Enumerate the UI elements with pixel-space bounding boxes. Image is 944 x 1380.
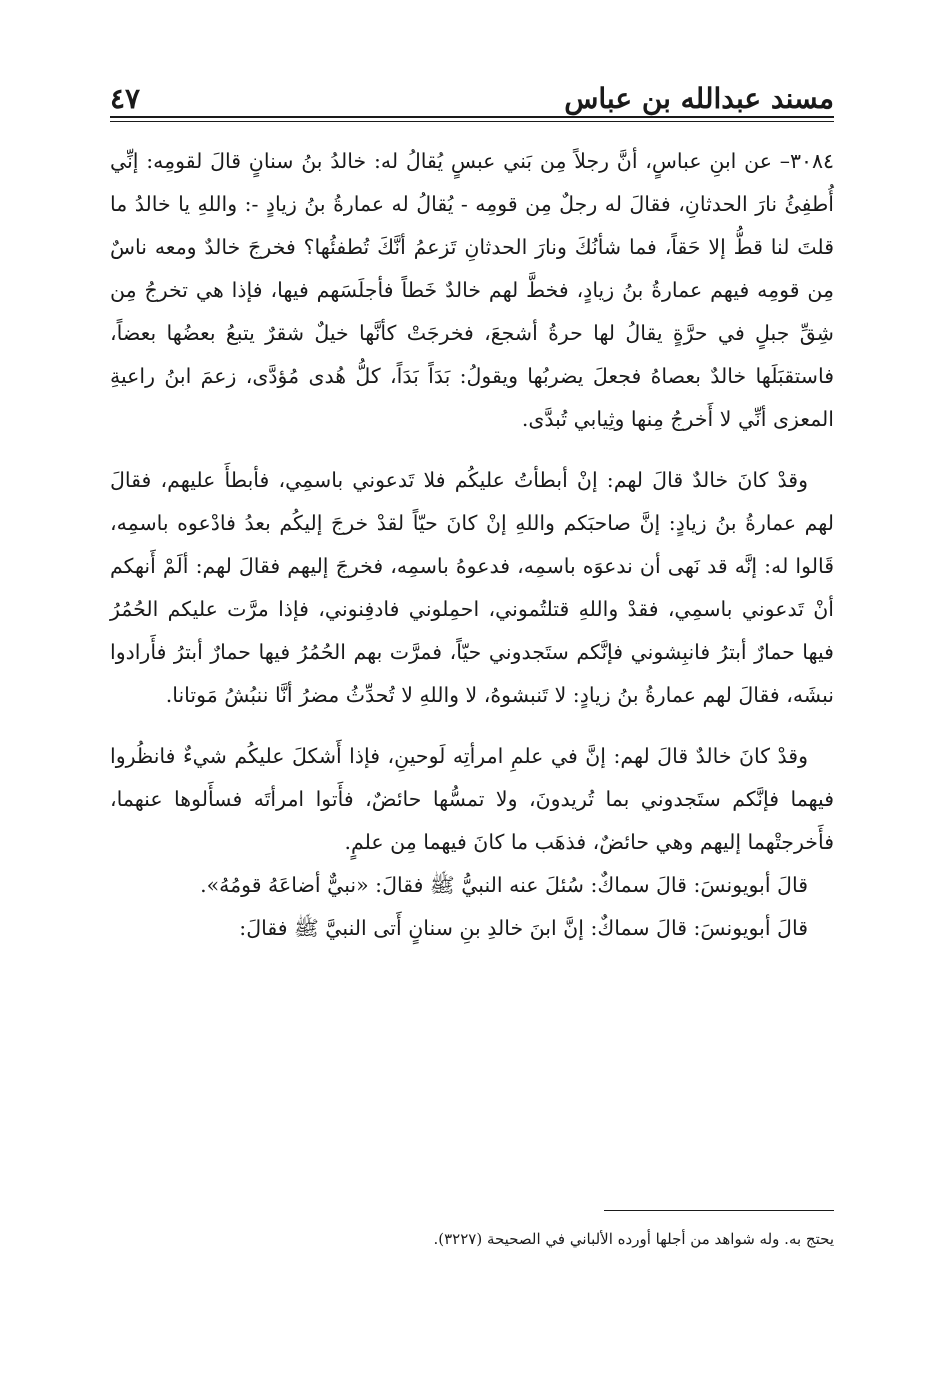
running-title: مسند عبدالله بن عباس <box>564 82 834 115</box>
footnote-rule <box>604 1210 834 1211</box>
hadith-number: ٣٠٨٤ <box>789 149 834 173</box>
footnote: يحتج به. وله شواهد من أجلها أورده الألباني في الصحيحة (٣٢٢٧). <box>433 1230 834 1248</box>
paragraph: قالَ أبويونسَ: قالَ سماكٌ: سُئلَ عنه النبيُّ ﷺ فقالَ: «نبيٌّ أضاعَهُ قومُهُ». <box>200 873 808 897</box>
paragraph: وقدْ كانَ خالدٌ قالَ لهم: إنَّ في علمِ امرأتِه لَوحينِ، فإذا أَشكلَ عليكُم شيءٌ فانظُروا فيهما فإنَّكم ستَجدوني بما تُريدونَ، ولا تمسُّها حائضٌ، فأَتوا امرأتَه فسأَلوها عنهما، فأَخرجتْهما إليهم وهي حائضٌ، فذهَب ما كانَ فيهما مِن علمٍ. <box>110 744 834 854</box>
hadith-paragraph <box>110 140 834 441</box>
header-rule-thin <box>110 121 834 122</box>
page-number: ٤٧ <box>110 82 141 115</box>
paragraph: قالَ أبويونسَ: قالَ سماكٌ: إنَّ ابنَ خالدِ بنِ سنانٍ أَتى النبيَّ ﷺ فقالَ: <box>239 916 808 940</box>
page-header <box>110 76 834 116</box>
paragraph: وقدْ كانَ خالدٌ قالَ لهم: إنْ أبطأتُ عليكُم فلا تَدعوني باسمِي، فأبطأَ عليهم، فقالَ لهم عمارةُ بنُ زيادٍ: إنَّ صاحبَكم واللهِ إنْ كانَ حيّاً لقدْ خرجَ إليكُم بعدُ فادْعوه باسمِه، قَالوا له: إنَّه قد نَهى أن ندعوَه باسمِه، فدعوهُ باسمِه، فخرجَ إليهم فقالَ لهم: ألَمْ أَنهكم أنْ تَدعوني باسمِي، فقدْ واللهِ قتلتُموني، احمِلوني فادفِنوني، فإذا مرَّت عليكم الحُمُرُ فيها حمارٌ أبترُ فانبِشوني فإنَّكم ستَجدوني حيّاً، فمرَّت بهم الحُمُرُ فيها حمارٌ أبترُ فأَرادوا نبشَه، فقالَ لهم عمارةُ بنُ زيادٍ: لا تَنبشوهُ، لا واللهِ لا تُحدِّثُ مضرُ أنَّا ننبُشُ مَوتانا. <box>110 468 834 707</box>
header-rule <box>110 116 834 118</box>
paragraph-text: – عن ابنِ عباسٍ، أنَّ رجلاً مِن بَني عبسٍ يُقالُ له: خالدُ بنُ سنانٍ قالَ لقومِه: إنِّي أُطفِئُ نارَ الحدثانِ، فقالَ له رجلٌ مِن قومِه - يُقالُ له عمارةُ بنُ زيادٍ -: واللهِ يا خالدُ ما قلتَ لنا قطُّ إلا حَقاً، فما شأنُكَ ونارَ الحدثانِ تَزعمُ أنَّكَ تُطفئُها؟ فخرجَ خالدٌ ومعه ناسٌ مِن قومِه فيهم عمارةُ بنُ زيادٍ، فخطَّ لهم خالدٌ خَطاً فأجلَسَهم فيها، فإذا هي تخرجُ مِن شِقِّ جبلٍ في حرَّةٍ يقالُ لها حرةُ أشجعَ، فخرجَتْ كأنَّها خيلٌ شقرٌ يتبعُ بعضُها بعضاً، فاستقبَلَها خالدٌ بعصاهُ فجعلَ يضربُها ويقولُ: بَدَاً بَدَاً، كلُّ هُدى مُؤدَّى، زعمَ ابنُ راعيةِ المعزى أنِّي لا أَخرجُ مِنها وثِيابي تُبدَّى. <box>110 149 834 431</box>
main-text <box>110 140 834 950</box>
